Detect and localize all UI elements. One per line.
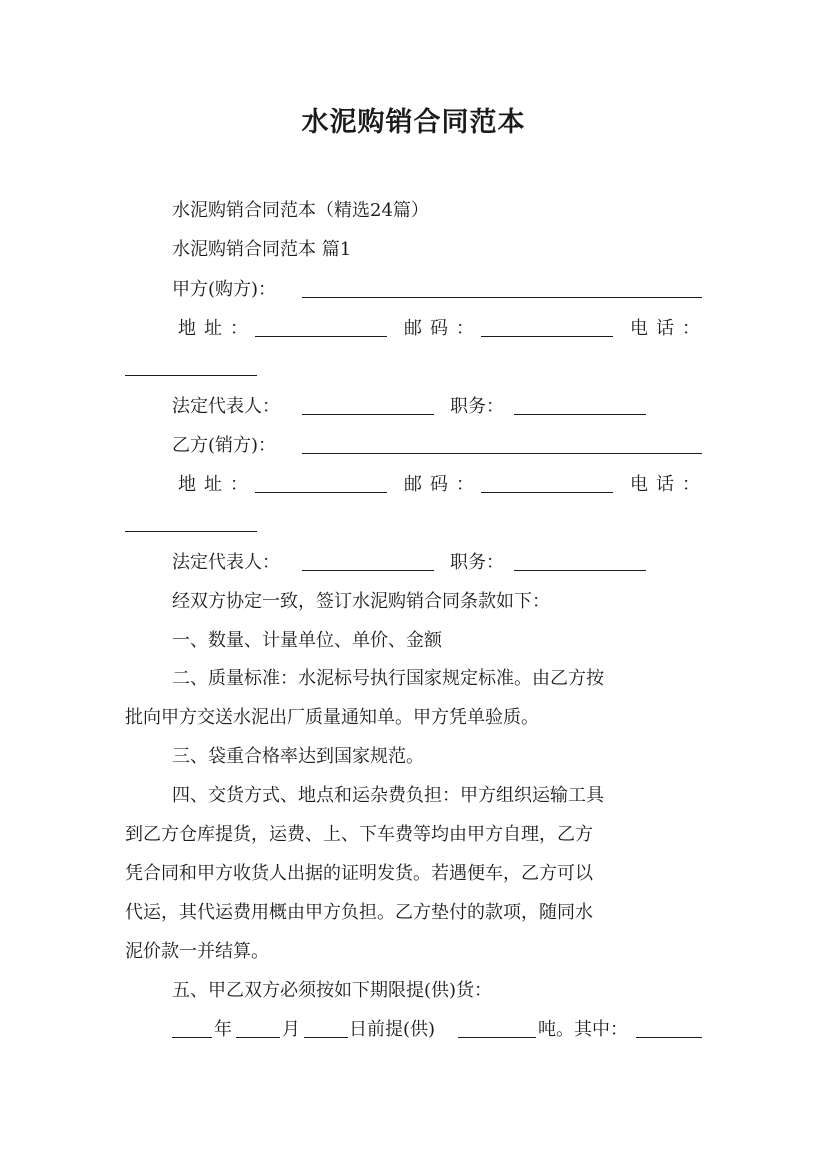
clause-3: 三、袋重合格率达到国家规范。 [172,746,424,767]
party-b-position-label: 职务： [450,552,504,573]
month-blank[interactable] [236,1019,280,1038]
party-b-address-label: 地址： [178,474,256,495]
party-b-blank[interactable] [302,435,702,454]
clause-1: 一、数量、计量单位、单价、金额 [172,630,442,651]
clause-4-line-4: 代运，其代运费用概由甲方负担。乙方垫付的款项，随同水 [125,902,593,923]
party-a-postcode-blank[interactable] [481,318,613,337]
party-a-phone-label: 电话： [630,318,708,339]
party-a-address-label: 地址： [178,318,256,339]
intro-paragraph: 经双方协定一致，签订水泥购销合同条款如下： [172,591,550,612]
party-a-row [0,277,827,303]
tonnage-label: 吨。其中： [538,1019,628,1040]
party-a-postcode-label: 邮码： [404,318,482,339]
party-a-rep-blank[interactable] [302,396,434,415]
tonnage-blank[interactable] [458,1019,536,1038]
party-b-rep-blank[interactable] [302,552,434,571]
party-b-contact-row [0,472,827,498]
party-b-rep-label: 法定代表人： [172,552,280,573]
party-b-rep-row [0,550,827,576]
party-b-postcode-blank[interactable] [481,474,613,493]
party-a-phone-blank[interactable] [125,357,257,376]
clause-4-line-2: 到乙方仓库提货，运费、上、下车费等均由甲方自理，乙方 [125,824,593,845]
detail-blank[interactable] [636,1019,702,1038]
party-a-blank[interactable] [302,279,702,298]
party-a-rep-row [0,394,827,420]
party-a-phone-row [0,355,827,381]
party-b-address-blank[interactable] [255,474,387,493]
party-b-phone-blank[interactable] [125,513,257,532]
chapter-heading: 水泥购销合同范本 篇1 [172,239,352,260]
clause-4-line-3: 凭合同和甲方收货人出据的证明发货。若遇便车，乙方可以 [125,863,593,884]
day-label: 日前提(供) [349,1019,436,1040]
party-b-phone-label: 电话： [630,474,708,495]
clause-4-line-5: 泥价款一并结算。 [125,941,269,962]
clause-2-line-1: 二、质量标准：水泥标号执行国家规定标准。由乙方按 [172,668,604,689]
month-label: 月 [282,1019,300,1040]
party-b-postcode-label: 邮码： [404,474,482,495]
party-b-label: 乙方(销方)： [172,435,277,456]
party-a-rep-label: 法定代表人： [172,396,280,417]
delivery-date-row [0,1017,827,1043]
party-a-label: 甲方(购方)： [172,279,277,300]
party-b-row [0,433,827,459]
subtitle: 水泥购销合同范本（精选24篇） [172,200,429,221]
party-b-phone-row [0,511,827,537]
party-a-address-blank[interactable] [255,318,387,337]
document-title: 水泥购销合同范本 [301,107,526,138]
party-b-position-blank[interactable] [514,552,646,571]
party-a-position-label: 职务： [450,396,504,417]
party-a-position-blank[interactable] [514,396,646,415]
clause-4-line-1: 四、交货方式、地点和运杂费负担：甲方组织运输工具 [172,785,604,806]
party-a-contact-row [0,316,827,342]
year-label: 年 [214,1019,232,1040]
year-blank[interactable] [172,1019,212,1038]
day-blank[interactable] [304,1019,348,1038]
clause-2-line-2: 批向甲方交送水泥出厂质量通知单。甲方凭单验质。 [125,707,539,728]
clause-5: 五、甲乙双方必须按如下期限提(供)货： [172,980,493,1001]
